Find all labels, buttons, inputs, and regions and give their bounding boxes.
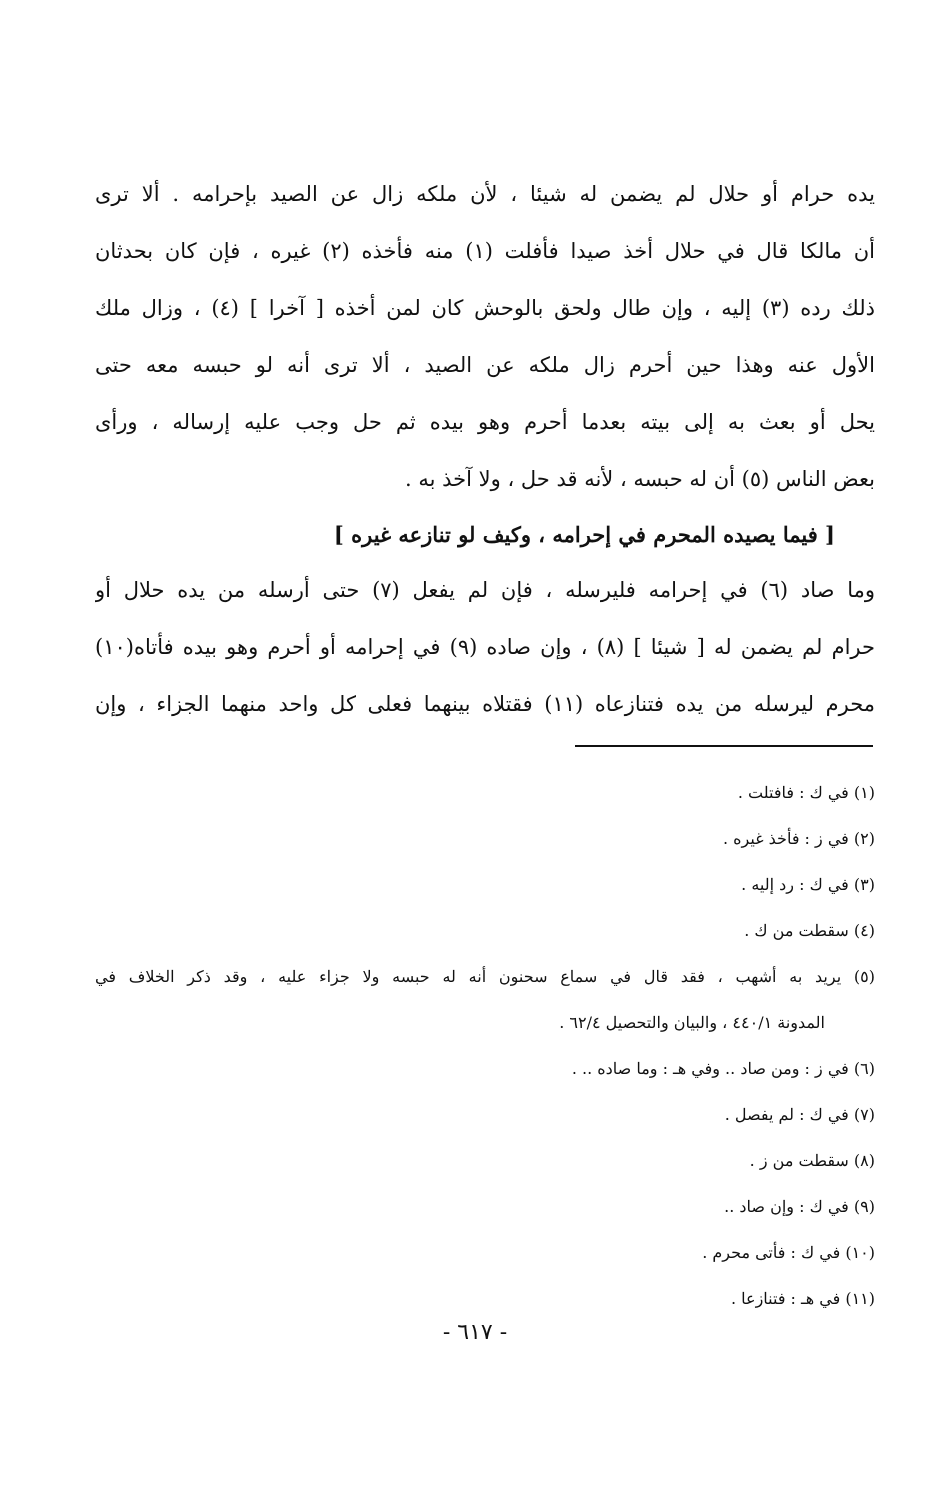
footnote: (٤) سقطت من ك . [744, 921, 875, 940]
footnote: (٦) في ز : ومن صاد .. وفي هـ : وما صاده .. . [571, 1059, 875, 1078]
text-line: محرم ليرسله من يده فتنازعاه (١١) فقتلاه بينهما فعلى كل واحد منهما الجزاء ، وإن [95, 692, 875, 716]
footnote: (١٠) في ك : فأتى محرم . [702, 1243, 875, 1262]
footnote: (٣) في ك : رد إليه . [741, 875, 875, 894]
text-line: أن مالكا قال في حلال أخذ صيدا فأفلت (١) منه فأخذه (٢) غيره ، فإن كان بحدثان [95, 239, 875, 263]
footnote: (٢) في ز : فأخذ غيره . [722, 829, 875, 848]
text-line: بعض الناس (٥) أن له حبسه ، لأنه قد حل ، ولا آخذ به . [405, 467, 875, 491]
footnote: (٨) سقطت من ز . [749, 1151, 875, 1170]
text-line: حرام لم يضمن له [ شيئا ] (٨) ، وإن صاده (٩) في إحرامه أو أحرم وهو بيده فأتاه(١٠) [95, 635, 875, 659]
footnote: (٧) في ك : لم يفصل . [724, 1105, 875, 1124]
footnote: (٩) في ك : وإن صاد .. [724, 1197, 875, 1216]
page-number: - ٦١٧ - [442, 1320, 508, 1345]
footnote: (١١) في هـ : فتنازعا . [730, 1289, 875, 1308]
footnote: (١) في ك : فافتلت . [737, 783, 875, 802]
text-line: وما صاد (٦) في إحرامه فليرسله ، فإن لم يفعل (٧) حتى أرسله من يده حلال أو [95, 578, 875, 602]
main-text [95, 166, 875, 733]
text-line: الأول عنه وهذا حين أحرم زال ملكه عن الصيد ، ألا ترى أنه لو حبسه معه حتى [95, 353, 875, 377]
text-line: يحل أو بعث به إلى بيته بعدما أحرم وهو بيده ثم حل وجب عليه إرساله ، ورأى [95, 410, 875, 434]
footnote-continuation: المدونة ٤٤٠/١ ، والبيان والتحصيل ٦٢/٤ . [559, 1013, 825, 1032]
section-heading: [ فيما يصيده المحرم في إحرامه ، وكيف لو تنازعه غيره ] [333, 522, 835, 547]
text-line: ذلك رده (٣) إليه ، وإن طال ولحق بالوحش كان لمن أخذه [ آخرا ] (٤) ، وزال ملك [95, 296, 875, 320]
footnotes [95, 770, 875, 1322]
footnote: (٥) يريد به أشهب ، فقد قال في سماع سحنون أنه له حبسه ولا جزاء عليه ، وقد ذكر الخلاف في [95, 967, 875, 986]
text-line: يده حرام أو حلال لم يضمن له شيئا ، لأن ملكه زال عن الصيد بإحرامه . ألا ترى [95, 182, 875, 206]
footnote-separator [575, 745, 873, 747]
